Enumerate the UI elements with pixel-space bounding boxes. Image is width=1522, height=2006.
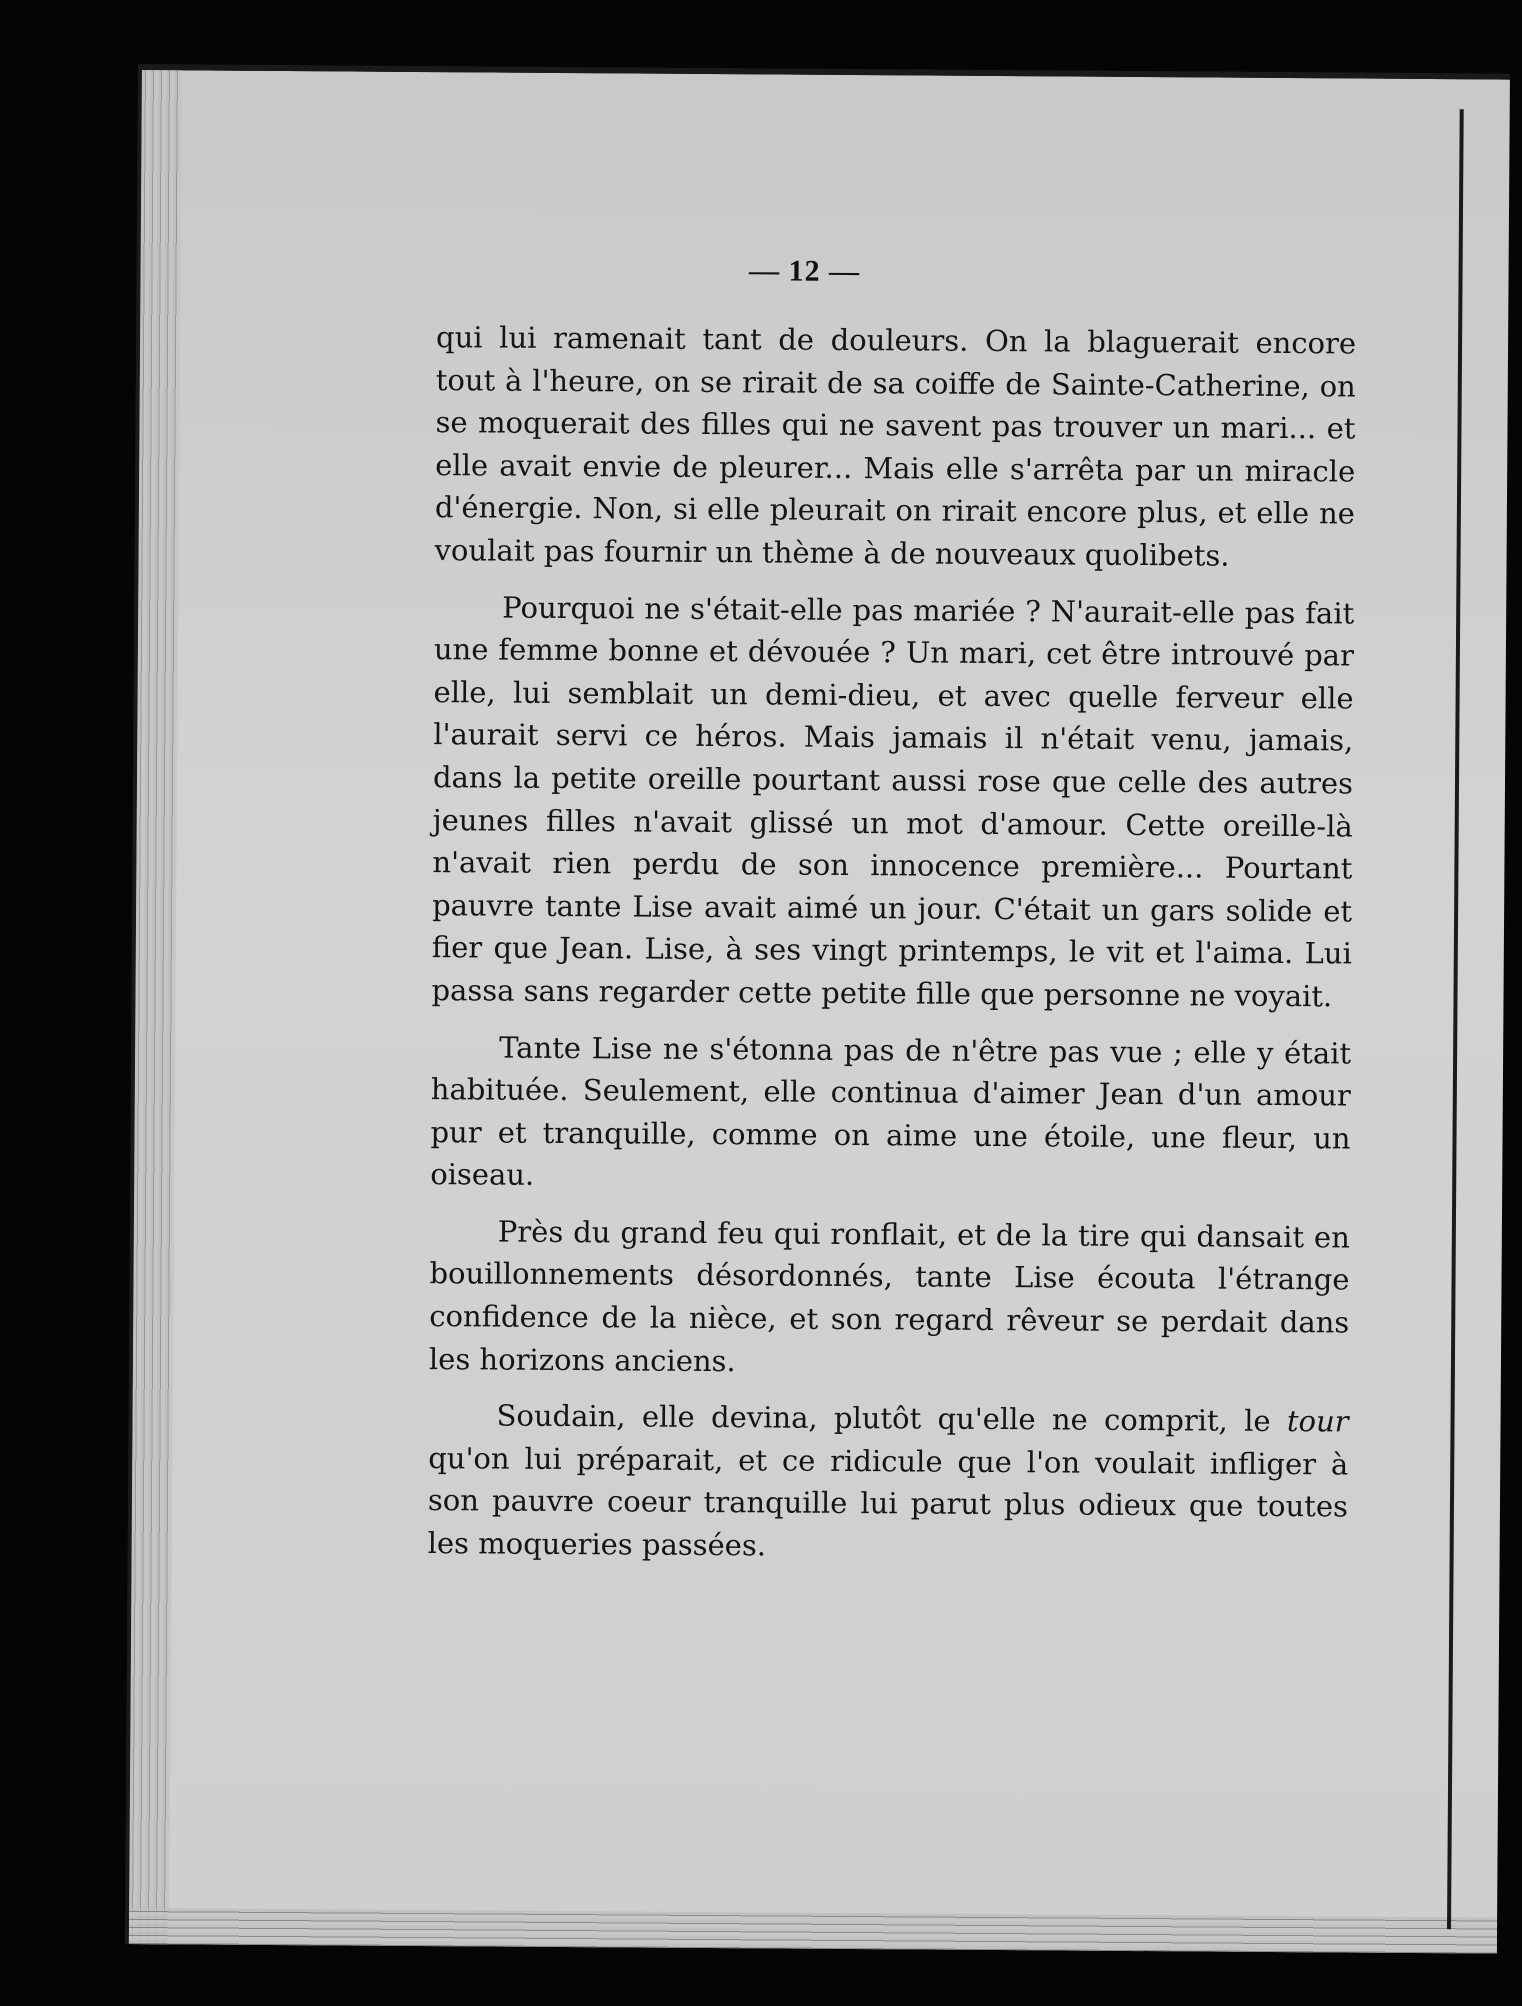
paragraph-5 — [428, 1394, 1349, 1571]
page-number: — 12 — — [748, 254, 861, 289]
page-edge-bottom — [129, 1908, 1497, 1954]
paragraph-5-part-1: Soudain, elle devina, plutôt qu'elle ne comprit, le — [496, 1398, 1288, 1439]
paragraph-5-part-2: qu'on lui préparait, et ce ridicule que l'on voulait infliger à son pauvre coeur tranquille lui parut plus odieux que toutes les moqueries passées. — [427, 1440, 1349, 1563]
paragraph-4: Près du grand feu qui ronflait, et de la tire qui dansait en bouillonnements désordonnés, tante Lise écouta l'étrange confidence de la nièce, et son regard rêveur se perdait dans les horizons anciens. — [428, 1214, 1350, 1378]
book-spine — [1447, 109, 1464, 1929]
paragraph-3: Tante Lise ne s'étonna pas de n'être pas vue ; elle y était habituée. Seulement, elle continua d'aimer Jean d'un amour pur et tranquille, comme on aime une étoile, une fleur, un oiseau. — [430, 1030, 1352, 1193]
paragraph-5-italic-word: tour — [1286, 1404, 1349, 1439]
paragraph-1: qui lui ramenait tant de douleurs. On la blaguerait encore tout à l'heure, on se rirait de sa coiffe de Sainte-Catherine, on se moquerait des filles qui ne savent pas trouver un mari... et elle avait envie de pleurer... Mais elle s'arrêta par un miracle d'énergie. Non, si elle pleurait on rirait encore plus, et elle ne voulait pas fournir un thème à de nouveaux quolibets. — [434, 320, 1357, 573]
page-edge-left — [129, 70, 182, 1944]
body-text — [427, 316, 1356, 1585]
paragraph-2: Pourquoi ne s'était-elle pas mariée ? N'aurait-elle pas fait une femme bonne et dévouée ? Un mari, cet être introuvé par elle, lui semblait un demi-dieu, et avec quelle ferveur elle l'aurait servi ce héros. Mais jamais il n'était venu, jamais, dans la petite oreille pourtant aussi rose que celle des autres jeunes filles n'avait glissé un mot d'amour. Cette oreille-là n'avait rien perdu de son innocence première... Pourtant pauvre tante Lise avait aimé un jour. C'était un gars solide et fier que Jean. Lise, à ses vingt printemps, le vit et l'aima. Lui passa sans regarder cette petite fille que personne ne voyait. — [431, 590, 1355, 1014]
book-page — [125, 64, 1510, 1954]
